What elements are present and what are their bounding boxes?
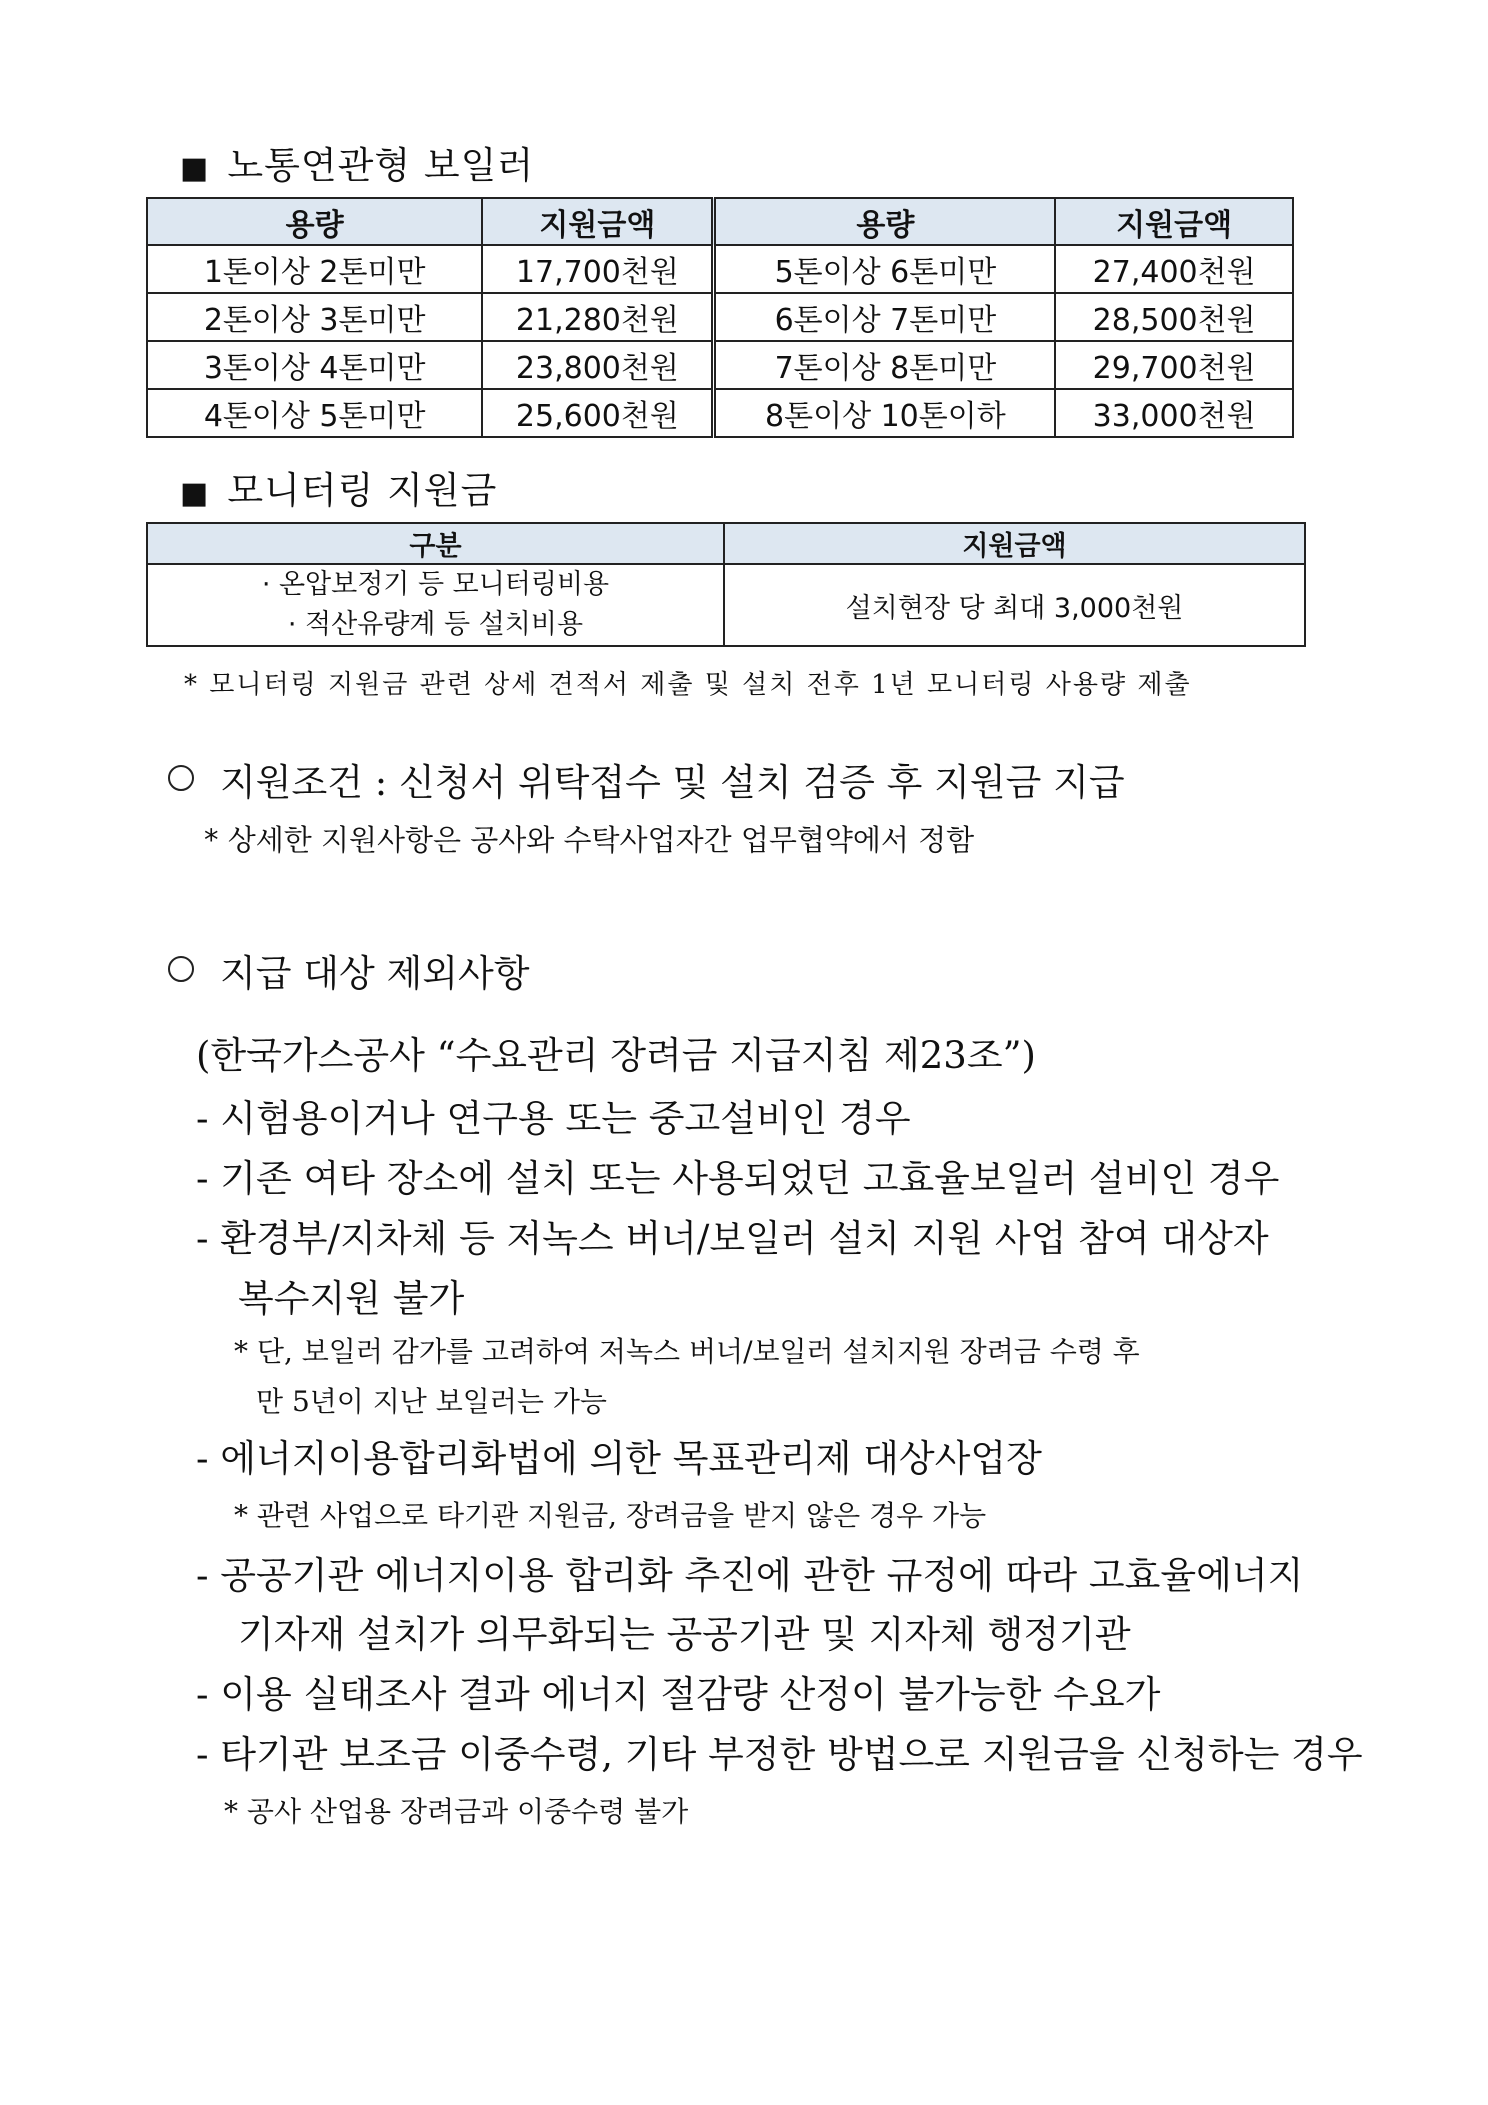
amount-cell: 설치현장 당 최대 3,000천원	[724, 564, 1305, 646]
amount-cell: 33,000천원	[1055, 389, 1293, 437]
category-cell	[147, 564, 724, 646]
capacity-cell: 1톤이상 2톤미만	[147, 245, 482, 293]
list-item: · 온압보정기 등 모니터링비용	[261, 569, 610, 600]
capacity-cell: 7톤이상 8톤미만	[714, 341, 1055, 389]
boiler-section-title	[180, 135, 534, 189]
exclusion-item: - 이용 실태조사 결과 에너지 절감량 산정이 불가능한 수요가	[196, 1673, 1161, 1716]
header-capacity: 용량	[147, 198, 482, 245]
boiler-title-text: 노통연관형 보일러	[227, 144, 535, 187]
square-bullet-icon: ■	[180, 151, 210, 186]
exclusion-note: * 관련 사업으로 타기관 지원금, 장려금을 받지 않은 경우 가능	[234, 1499, 987, 1532]
support-condition-text: 지원조건 : 신청서 위탁접수 및 설치 검증 후 지원금 지급	[220, 761, 1125, 804]
exclusions-title-line	[168, 943, 529, 997]
amount-cell: 29,700천원	[1055, 341, 1293, 389]
square-bullet-icon: ■	[180, 476, 210, 511]
exclusion-item: - 시험용이거나 연구용 또는 중고설비인 경우	[196, 1097, 911, 1140]
exclusion-item-continued: 복수지원 불가	[238, 1277, 465, 1320]
support-condition-line	[168, 752, 1125, 806]
header-amount: 지원금액	[724, 523, 1305, 564]
header-capacity: 용량	[714, 198, 1055, 245]
exclusion-note: * 단, 보일러 감가를 고려하여 저녹스 버너/보일러 설치지원 장려금 수령 후	[234, 1335, 1140, 1368]
table-row	[147, 293, 1293, 341]
support-condition-note: * 상세한 지원사항은 공사와 수탁사업자간 업무협약에서 정함	[204, 823, 975, 857]
exclusion-item: - 타기관 보조금 이중수령, 기타 부정한 방법으로 지원금을 신청하는 경우	[196, 1733, 1363, 1776]
exclusions-source: (한국가스공사 “수요관리 장려금 지급지침 제23조”)	[196, 1034, 1036, 1077]
capacity-cell: 4톤이상 5톤미만	[147, 389, 482, 437]
amount-cell: 25,600천원	[482, 389, 714, 437]
circle-bullet-icon	[168, 765, 194, 791]
exclusion-item-continued: 기자재 설치가 의무화되는 공공기관 및 지자체 행정기관	[238, 1613, 1131, 1656]
amount-cell: 23,800천원	[482, 341, 714, 389]
capacity-cell: 6톤이상 7톤미만	[714, 293, 1055, 341]
amount-cell: 17,700천원	[482, 245, 714, 293]
capacity-cell: 8톤이상 10톤이하	[714, 389, 1055, 437]
monitoring-title-text: 모니터링 지원금	[227, 469, 498, 512]
exclusion-item: - 기존 여타 장소에 설치 또는 사용되었던 고효율보일러 설비인 경우	[196, 1157, 1280, 1200]
header-amount: 지원금액	[1055, 198, 1293, 245]
list-item: · 적산유량계 등 설치비용	[287, 609, 584, 640]
boiler-support-table	[146, 197, 1294, 438]
exclusion-item: - 에너지이용합리화법에 의한 목표관리제 대상사업장	[196, 1437, 1042, 1480]
table-row	[147, 389, 1293, 437]
amount-cell: 27,400천원	[1055, 245, 1293, 293]
header-category: 구분	[147, 523, 724, 564]
table-row	[147, 564, 1305, 646]
exclusion-note-continued: 만 5년이 지난 보일러는 가능	[256, 1385, 607, 1418]
circle-bullet-icon	[168, 956, 194, 982]
exclusions-title-text: 지급 대상 제외사항	[220, 952, 530, 995]
table-header-row	[147, 198, 1293, 245]
exclusion-item: - 환경부/지차체 등 저녹스 버너/보일러 설치 지원 사업 참여 대상자	[196, 1217, 1269, 1260]
monitoring-support-table	[146, 522, 1306, 647]
monitoring-section-title	[180, 460, 497, 514]
table-row	[147, 341, 1293, 389]
exclusion-note: * 공사 산업용 장려금과 이중수령 불가	[224, 1795, 689, 1828]
exclusion-item: - 공공기관 에너지이용 합리화 추진에 관한 규정에 따라 고효율에너지	[196, 1554, 1304, 1597]
amount-cell: 28,500천원	[1055, 293, 1293, 341]
capacity-cell: 3톤이상 4톤미만	[147, 341, 482, 389]
table-row	[147, 245, 1293, 293]
table-header-row	[147, 523, 1305, 564]
monitoring-note: * 모니터링 지원금 관련 상세 견적서 제출 및 설치 전후 1년 모니터링 사용량 제출	[184, 670, 1192, 700]
amount-cell: 21,280천원	[482, 293, 714, 341]
capacity-cell: 5톤이상 6톤미만	[714, 245, 1055, 293]
header-amount: 지원금액	[482, 198, 714, 245]
capacity-cell: 2톤이상 3톤미만	[147, 293, 482, 341]
